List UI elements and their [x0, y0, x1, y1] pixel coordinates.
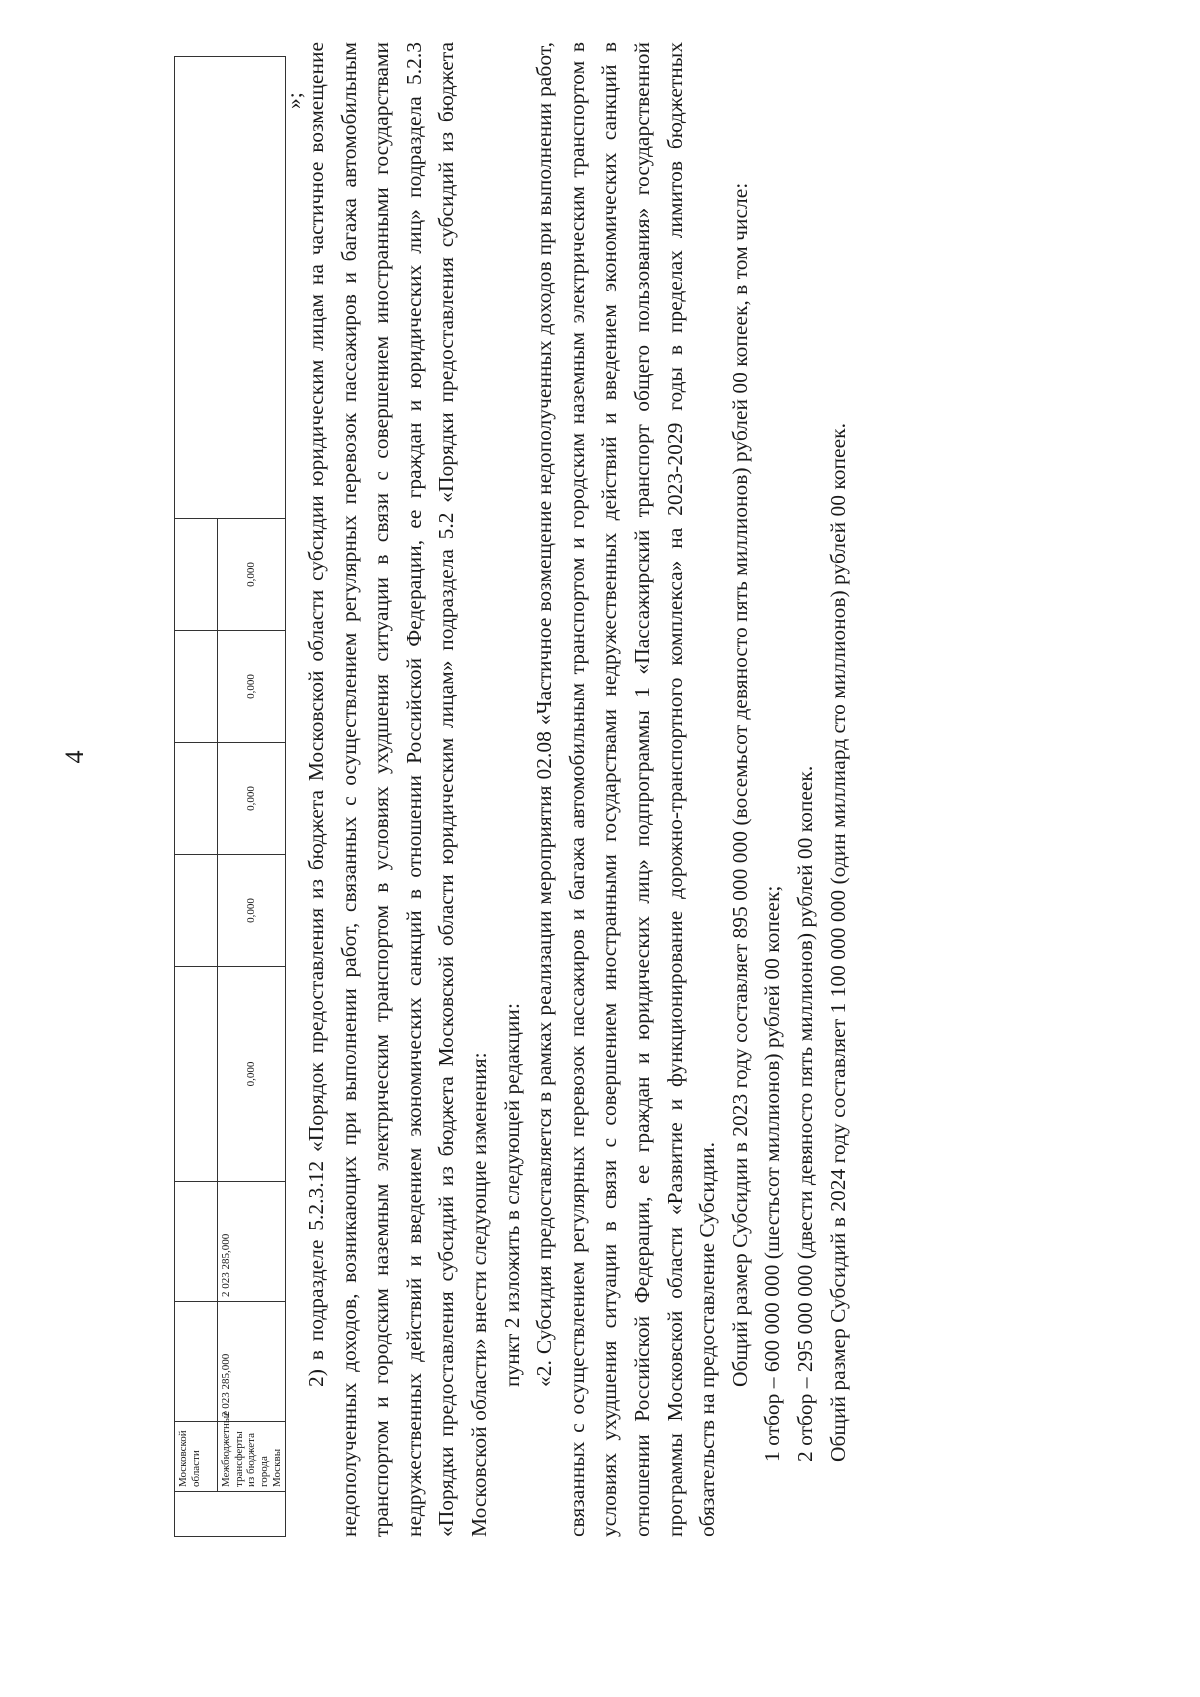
budget-table-fragment — [174, 56, 286, 1537]
table-value: 0,000 — [218, 519, 286, 631]
paragraph-subsidy-purpose: «2. Субсидия предоставляется в рамках реализации мероприятия 02.08 «Частичное возмещение недополученных доходов при выполнении работ, связанных с осуществлением регулярных перевозок пассажиров и багажа автомобильным транспортом и городским наземным электрическим транспортом в условиях ухудшения ситуации в связи с совершением иностранными государствами недружественных действий и введением экономических санкций в отношении Российской Федерации, ее граждан и юридических лиц» подпрограммы 1 «Пассажирский транспорт общего пользования» государственной программы Московской области «Развитие и функционирование дорожно-транспортного комплекса» на 2023-2029 годы в пределах лимитов бюджетных обязательств на предоставление Субсидии. — [532, 42, 720, 1537]
table-cell-empty — [175, 1492, 286, 1537]
table-cell — [175, 1302, 218, 1422]
paragraph-amendment-2: 2) в подразделе 5.2.3.12 «Порядок предоставления из бюджета Московской области субсидии юридическим лицам на частичное возмещение недополученных доходов, возникающих при выполнении работ, связанных с осуществлением регулярных перевозок пассажиров и багажа автомобильным транспортом и городским наземным электрическим транспортом в условиях ухудшения ситуации в связи с совершением иностранными государствами недружественных действий и введением экономических санкций в отношении Российской Федерации, ее граждан и юридических лиц» подраздела 5.2.3 «Порядки предоставления субсидий из бюджета Московской области юридическим лицам» подраздела 5.2 «Порядки предоставления субсидий из бюджета Московской области» внести следующие изменения: — [304, 42, 491, 1537]
paragraph-selection-2: 2 отбор – 295 000 000 (двести девяносто пять миллионов) рублей 00 копеек. — [792, 765, 817, 1462]
paragraph-selection-1: 1 отбор – 600 000 000 (шестьсот миллионов) рублей 00 копеек; — [760, 885, 785, 1462]
table-cell-empty — [175, 57, 286, 519]
table-cell — [175, 631, 218, 743]
table-cell — [175, 855, 218, 967]
table-cell — [175, 743, 218, 855]
table-row-label: Межбюджетные трансферты из бюджета города Москвы — [218, 1422, 286, 1492]
paragraph-point-2-intro: пункт 2 изложить в следующей редакции: — [499, 1003, 524, 1387]
table-value: 0,000 — [218, 743, 286, 855]
table-cell — [175, 967, 218, 1182]
page-number: 4 — [60, 750, 89, 764]
paragraph-subsidy-2023: Общий размер Субсидии в 2023 году составляет 895 000 000 (восемьсот девяносто пять миллионов) рублей 00 копеек, в том числе: — [727, 182, 752, 1387]
paragraph-subsidy-2024: Общий размер Субсидий в 2024 году составляет 1 100 000 000 (один миллиард сто миллионов) рублей 00 копеек. — [825, 423, 850, 1462]
table-value: 0,000 — [218, 631, 286, 743]
table-row-label: Московской области — [175, 1422, 218, 1492]
table-value: 2 023 285,000 — [218, 1302, 286, 1422]
table-cell — [175, 1182, 218, 1302]
table-value: 0,000 — [218, 855, 286, 967]
document-body — [300, 42, 854, 1537]
table-cell — [175, 519, 218, 631]
table-row — [175, 57, 218, 1537]
table-value: 0,000 — [218, 967, 286, 1182]
table-value: 2 023 285,000 — [218, 1182, 286, 1302]
closing-quote: »; — [282, 92, 306, 109]
